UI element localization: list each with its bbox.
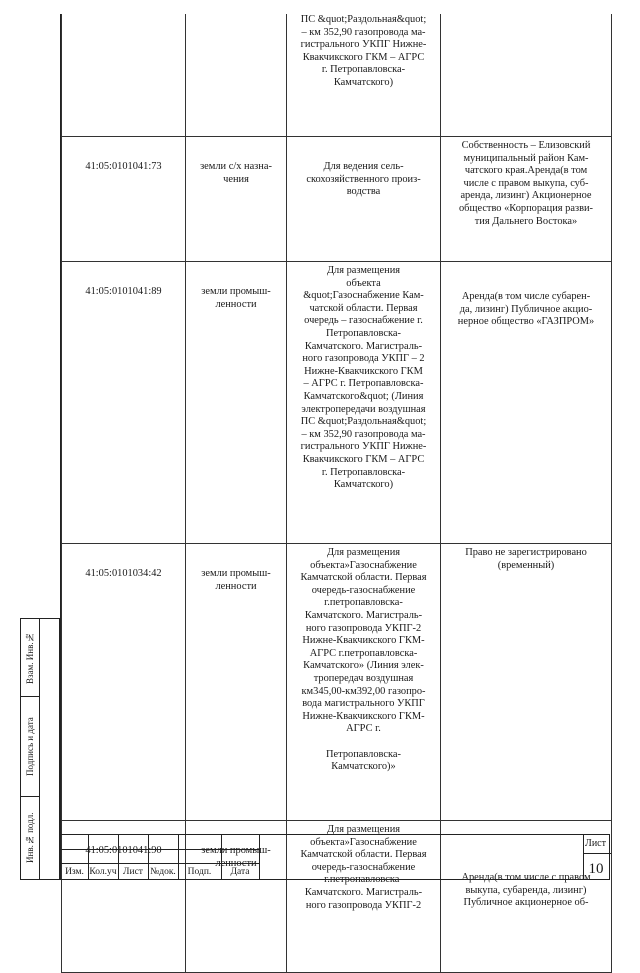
list-label: Лист — [123, 867, 143, 877]
land-category-cell: земли промыш- ленности — [186, 544, 287, 821]
ndok-label: №док. — [150, 867, 176, 877]
cadastral-number-cell — [62, 14, 186, 137]
permitted-use-cell: ПС &quot;Раздольная&quot; – км 352,90 газопровода ма- гистрального УКПГ Нижне- Квакчикского ГКМ – АГРС г. Петропавловска- Камчатского) — [287, 14, 441, 137]
inv-no-label: Инв.№ подл. — [25, 812, 35, 864]
izm-label: Изм. — [65, 867, 84, 877]
right-holder-cell: Аренда(в том числе с правом выкупа, субаренда, лизинг) Публичное акционерное об- — [441, 821, 612, 973]
land-category-cell: земли промыш- ленности — [186, 821, 287, 973]
permitted-use-cell: Для ведения сель- скохозяйственного произ- водства — [287, 137, 441, 262]
permitted-use-cell: Для размещения объекта &quot;Газоснабжение Кам- чатской области. Первая очередь – газоснабжение г. Петропавловска- Камчатского. Магистраль- ного газопровода УКПГ – 2 Нижне-Квакчикского ГКМ – АГРС г. Петропавловска- Камчатского&quot; (Линия электропередачи воздушная ПС &quot;Раздольная&quot; – км 352,90 газопровода ма- гистрального УКПГ Нижне- Квакчикского ГКМ – АГРС г. Петропавловска- Камчатского) — [287, 262, 441, 544]
sign-date-label: Подпись и дата — [25, 717, 35, 777]
podp-label: Подп. — [187, 867, 212, 877]
right-holder-cell: Право не зарегистрировано (временный) — [441, 544, 612, 821]
right-holder-cell: Аренда(в том числе субарен- да, лизинг) Публичное акцио- нерное общество «ГАЗПРОМ» — [441, 262, 612, 544]
land-plots-table — [61, 14, 612, 973]
land-category-cell — [186, 14, 287, 137]
binding-strip — [20, 618, 60, 880]
right-holder-cell — [441, 14, 612, 137]
land-category-cell: земли с/х назна- чения — [186, 137, 287, 262]
cadastral-number-cell: 41:05:0101041:89 — [62, 262, 186, 544]
title-block-line — [61, 863, 259, 864]
cadastral-number-cell: 41:05:0101034:42 — [62, 544, 186, 821]
cadastral-number-cell: 41:05:0101041:73 — [62, 137, 186, 262]
sheet-number: 10 — [588, 861, 604, 877]
title-block-line — [61, 849, 259, 850]
sheet-label: Лист — [585, 838, 606, 849]
replace-inv-label: Взам. Инв.№ — [25, 632, 35, 684]
cadastral-number-cell: 41:05:0101041:90 — [62, 821, 186, 973]
permitted-use-cell: Для размещения объекта»Газоснабжение Камчатской области. Первая очередь-газоснабжение г.петропавловска- Камчатского. Магистраль- ного газопровода УКПГ-2 — [287, 821, 441, 973]
table-row — [62, 14, 612, 137]
table-row — [62, 544, 612, 821]
kol-label: Кол.уч — [89, 867, 117, 877]
right-holder-cell: Собственность – Елизовский муниципальный район Кам- чатского края.Аренда(в том числе с правом выкупа, суб- аренда, лизинг) Акционерное общество «Корпорация разви- тия Дальнего Востока» — [441, 137, 612, 262]
title-block — [60, 834, 610, 880]
permitted-use-cell: Для размещения объекта»Газоснабжение Камчатской области. Первая очередь-газоснабжение г.петропавловска- Камчатского. Магистраль- ного газопровода УКПГ-2 Нижне-Квакчикского ГКМ- АГРС г.петропавловска- Камчатского» (Линия элек- тропередач воздушная км345,00-км392,00 газопро- вода магистрального УКПГ Нижне-Квакчикского ГКМ- АГРС г. Петропавловска- Камчатского)» — [287, 544, 441, 821]
title-block-line — [583, 853, 611, 854]
table-row — [62, 137, 612, 262]
strip-divider — [39, 619, 40, 879]
date-label: Дата — [230, 867, 250, 877]
table-row — [62, 262, 612, 544]
land-category-cell: земли промыш- ленности — [186, 262, 287, 544]
title-block-line — [259, 835, 260, 879]
